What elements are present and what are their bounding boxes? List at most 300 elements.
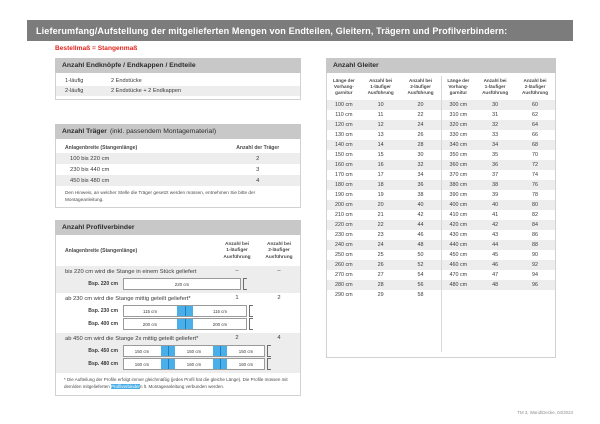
gleiter-left-table: [327, 76, 441, 300]
cell-anzahl-2laeufig: 58: [417, 291, 424, 298]
table-row: [442, 100, 556, 110]
bar-segment: 220 cm: [174, 281, 190, 287]
bar-label: Bsp. 450 cm: [88, 348, 118, 355]
cell-anzahl-1laeufig: 46: [475, 260, 515, 270]
table-row: [442, 110, 556, 120]
cell-laenge: 190 cm: [334, 191, 353, 198]
cell-laenge: 470 cm: [449, 271, 468, 278]
cell-anzahl-1laeufig: 37: [492, 171, 499, 178]
table-row: [327, 150, 441, 160]
cell-anzahl-2laeufig: 76: [515, 180, 555, 190]
bar-segment: 200 cm: [142, 321, 158, 327]
col-anlagenbreite: Anlagenbreite (Stangenlänge): [65, 247, 138, 254]
cell-laenge: 280 cm: [327, 280, 361, 290]
cell-anzahl-1laeufig: 25: [377, 251, 384, 258]
cell-anzahl-1laeufig: 34: [475, 140, 515, 150]
card-profilverbinder-body: [55, 235, 301, 396]
table-row: [327, 250, 441, 260]
table-row: [442, 270, 556, 280]
cell-anzahl-2laeufig: 44: [401, 220, 441, 230]
cell-laufig: 1-läufig: [65, 78, 84, 84]
cell-anzahl-1laeufig: 22: [361, 220, 401, 230]
cell-anzahl-1laeufig: 36: [475, 160, 515, 170]
cell-anzahl-2laeufig: 80: [515, 200, 555, 210]
col-anzahl-2laeufig-line2: 2-läufiger: [524, 84, 546, 90]
table-row: [327, 270, 441, 280]
profilverbinder-footnote: [56, 373, 300, 395]
table-row: [56, 153, 300, 164]
connector-icon: [212, 346, 228, 356]
col-anzahl-2laeufig-line1: Anzahl bei: [409, 78, 433, 83]
table-row: [442, 140, 556, 150]
group-count-1laeufig: 1: [235, 295, 239, 302]
cell-laufig: 2-läufig: [56, 86, 111, 96]
group-count-2laeufig: 2: [277, 295, 281, 302]
table-row: [327, 210, 441, 220]
cell-breite: 230 bis 440 cm: [70, 166, 110, 173]
bar-track: [123, 358, 265, 370]
card-traeger-body: [55, 139, 301, 208]
col-anzahl-traeger: Anzahl der Träger: [236, 144, 280, 151]
footnote-highlight: Profilverbinder: [111, 384, 141, 390]
col-anzahl-1laeufig-line1: Anzahl bei: [225, 242, 249, 247]
cell-laenge: 120 cm: [327, 120, 361, 130]
bracket-icon: [249, 305, 254, 317]
bracket-icon: [249, 318, 254, 330]
profilverbinder-group: [56, 293, 300, 333]
bar-graphic: [123, 345, 272, 357]
endknoepfe-table: [56, 76, 300, 96]
cell-anzahl: 4: [215, 175, 300, 186]
table-row: [327, 200, 441, 210]
cell-anzahl-1laeufig: 13: [377, 131, 384, 138]
cell-anzahl-1laeufig: 21: [377, 211, 384, 218]
group-diagrams: [56, 276, 300, 293]
cell-anzahl-2laeufig: 50: [417, 251, 424, 258]
col-laenge: [327, 76, 361, 100]
table-row: [327, 240, 441, 250]
card-endknoepfe-title: Anzahl Endknöpfe / Endkappen / Endteile: [62, 62, 196, 69]
col-anzahl-1laeufig-line2: 1-läufiger: [226, 248, 248, 254]
bracket-icon: [267, 345, 272, 357]
card-profilverbinder-title: Anzahl Profilverbinder: [62, 224, 135, 231]
table-row: [56, 76, 300, 86]
cell-anzahl-1laeufig: 47: [492, 271, 499, 278]
cell-laenge: 350 cm: [449, 151, 468, 158]
table-row: [56, 86, 300, 96]
bar-segment: 150 cm: [238, 348, 254, 354]
table-header-row: [442, 76, 556, 100]
bar-diagram: [56, 278, 300, 290]
cell-laenge: 480 cm: [442, 280, 476, 290]
cell-anzahl-1laeufig: 45: [492, 251, 499, 258]
table-row: [442, 210, 556, 220]
cell-laenge: 220 cm: [327, 220, 361, 230]
bracket-icon: [267, 358, 272, 370]
cell-anzahl-2laeufig: 30: [417, 151, 424, 158]
cell-anzahl-2laeufig: 60: [515, 100, 555, 110]
profilverbinder-header-row: [56, 235, 300, 266]
cell-anzahl-1laeufig: 16: [361, 160, 401, 170]
cell-anzahl-2laeufig: 72: [515, 160, 555, 170]
col-anzahl-1laeufig-line1: Anzahl bei: [369, 78, 393, 83]
gleiter-right-table: [442, 76, 556, 290]
cell-laenge: 170 cm: [334, 171, 353, 178]
table-row: [442, 220, 556, 230]
card-endknoepfe: [55, 58, 301, 100]
cell-anzahl-2laeufig: 78: [532, 191, 539, 198]
cell-anzahl-1laeufig: 41: [492, 211, 499, 218]
card-profilverbinder: [55, 220, 301, 396]
cell-laenge: 320 cm: [442, 120, 476, 130]
col-anzahl-1laeufig: [475, 76, 515, 100]
cell-anzahl-1laeufig: 19: [377, 191, 384, 198]
cell-anzahl-1laeufig: 40: [475, 200, 515, 210]
gleiter-right-body: [442, 100, 556, 290]
cell-anzahl-1laeufig: 39: [492, 191, 499, 198]
table-row: [442, 260, 556, 270]
cell-anzahl-1laeufig: 20: [361, 200, 401, 210]
table-row: [327, 190, 441, 200]
cell-laenge: 450 cm: [449, 251, 468, 258]
table-row: [327, 100, 441, 110]
cell-menge: 2 Endstücke + 2 Endkappen: [111, 86, 300, 96]
col-anzahl-2laeufig-line3: Ausführung: [265, 254, 293, 260]
group-diagrams: [56, 303, 300, 333]
gleiter-table-left: [327, 76, 442, 352]
traeger-table: [56, 142, 300, 186]
cell-laenge: 300 cm: [442, 100, 476, 110]
cell-anzahl-1laeufig: 44: [475, 240, 515, 250]
col-anzahl-2laeufig: [258, 235, 300, 266]
cell-laenge: 340 cm: [442, 140, 476, 150]
cell-anzahl-2laeufig: 46: [417, 231, 424, 238]
table-row: [327, 230, 441, 240]
profilverbinder-group: [56, 266, 300, 293]
table-row: [327, 280, 441, 290]
col-anzahl-1laeufig-line2: 1-läufiger: [484, 84, 506, 90]
bracket-icon: [243, 278, 248, 290]
bar-graphic: [123, 358, 272, 370]
cell-anzahl-1laeufig: 48: [475, 280, 515, 290]
cell-anzahl-2laeufig: 84: [515, 220, 555, 230]
cell-laenge: 160 cm: [327, 160, 361, 170]
cell-laenge: 140 cm: [327, 140, 361, 150]
table-row: [442, 130, 556, 140]
card-gleiter-header: [326, 58, 556, 73]
cell-laenge: 360 cm: [442, 160, 476, 170]
cell-anzahl-2laeufig: 24: [401, 120, 441, 130]
cell-laenge: 130 cm: [334, 131, 353, 138]
cell-laenge: 260 cm: [327, 260, 361, 270]
cell-anzahl-1laeufig: 31: [492, 111, 499, 118]
bar-segment: 150 cm: [186, 348, 202, 354]
table-row: [327, 290, 441, 300]
page-footer: TM 3, Wand/Decke, 04/2024: [517, 410, 573, 415]
card-gleiter: [326, 58, 556, 358]
cell-anzahl-2laeufig: 32: [401, 160, 441, 170]
cell-laenge: 290 cm: [334, 291, 353, 298]
gleiter-left-body: [327, 100, 441, 300]
cell-anzahl: 3: [256, 166, 260, 173]
cell-laenge: 100 cm: [327, 100, 361, 110]
cell-anzahl-2laeufig: 96: [515, 280, 555, 290]
connector-icon: [160, 346, 176, 356]
page-title-bar: [27, 20, 573, 41]
group-title-row: [56, 266, 300, 276]
cell-anzahl-2laeufig: 90: [532, 251, 539, 258]
table-row: [442, 160, 556, 170]
col-anzahl-1laeufig-line2: 1-läufiger: [370, 84, 391, 90]
card-endknoepfe-body: [55, 73, 301, 100]
cell-anzahl-2laeufig: 34: [417, 171, 424, 178]
gleiter-table-right: [442, 76, 556, 352]
table-row: [327, 220, 441, 230]
card-gleiter-body: [326, 73, 556, 358]
page-title: Lieferumfang/Aufstellung der mitgelieferten Mengen von Endteilen, Gleitern, Trägern und Profilverbindern:: [36, 25, 508, 36]
table-row: [327, 180, 441, 190]
cell-anzahl-1laeufig: 28: [361, 280, 401, 290]
group-count-1laeufig: –: [235, 268, 239, 275]
bar-segment: 115 cm: [142, 308, 158, 314]
bar-diagram: [56, 358, 300, 370]
group-count-1laeufig: 2: [235, 335, 239, 342]
cell-breite: 100 bis 220 cm: [56, 153, 215, 164]
bar-track: [123, 278, 241, 290]
cell-anzahl-2laeufig: 28: [401, 140, 441, 150]
col-laenge-line3: garnitur: [449, 90, 467, 96]
footnote-part1: * Die Aufteilung der Profile erfolgt immer gleichmäßig (jedes Profil hat die gleiche Länge). Die Profile müssen mit dem/den mitgelieferten: [64, 377, 288, 390]
cell-anzahl-1laeufig: 12: [361, 120, 401, 130]
group-count-2laeufig: 4: [277, 335, 281, 342]
cell-anzahl-1laeufig: 27: [377, 271, 384, 278]
cell-anzahl-2laeufig: 36: [401, 180, 441, 190]
cell-anzahl-2laeufig: 56: [401, 280, 441, 290]
table-row: [56, 164, 300, 175]
bar-segment: 160 cm: [186, 361, 202, 367]
cell-anzahl-2laeufig: 40: [401, 200, 441, 210]
col-anzahl-2laeufig-line1: Anzahl bei: [267, 242, 291, 247]
cell-laenge: 110 cm: [335, 111, 353, 118]
cell-laenge: 210 cm: [334, 211, 353, 218]
cell-anzahl-1laeufig: 10: [361, 100, 401, 110]
cell-anzahl-2laeufig: 74: [532, 171, 539, 178]
bar-diagram: [56, 305, 300, 317]
bar-label: Bsp. 400 cm: [88, 321, 118, 328]
table-header-row: [327, 76, 441, 100]
col-anzahl-2laeufig-line2: 2-läufiger: [410, 84, 431, 90]
table-row: [442, 180, 556, 190]
cell-anzahl-1laeufig: 30: [475, 100, 515, 110]
cell-anzahl-2laeufig: 66: [532, 131, 539, 138]
col-laenge-line3: garnitur: [335, 90, 353, 96]
cell-anzahl-2laeufig: 82: [532, 211, 539, 218]
bar-label: Bsp. 220 cm: [88, 281, 118, 288]
table-row: [327, 130, 441, 140]
bar-graphic: [123, 305, 254, 317]
cell-anzahl-2laeufig: 92: [515, 260, 555, 270]
table-row: [442, 200, 556, 210]
cell-anzahl-2laeufig: 52: [401, 260, 441, 270]
group-title-row: [56, 293, 300, 303]
page-subtitle: Bestellmaß = Stangenmaß: [55, 45, 138, 52]
table-row: [327, 140, 441, 150]
card-traeger-subtitle: (inkl. passendem Montagematerial): [109, 128, 217, 135]
bar-segment: 150 cm: [134, 348, 150, 354]
col-anzahl-1laeufig-line3: Ausführung: [367, 90, 394, 96]
group-label: ab 450 cm wird die Stange 2x mittig geteilt geliefert*: [65, 336, 199, 343]
group-label: bis 220 cm wird die Stange in einem Stück geliefert: [65, 269, 197, 276]
col-anzahl-2laeufig-line2: 2-läufiger: [268, 248, 290, 254]
bar-track: [123, 345, 265, 357]
cell-laenge: 370 cm: [449, 171, 468, 178]
footnote-part2: n lt. Montageanleitung verbunden werden.: [140, 384, 225, 390]
table-row: [56, 175, 300, 186]
group-diagrams: [56, 343, 300, 373]
table-row: [442, 250, 556, 260]
cell-laenge: 440 cm: [442, 240, 476, 250]
bar-segment: 160 cm: [134, 361, 150, 367]
card-traeger: [55, 124, 301, 208]
cell-anzahl-1laeufig: 15: [377, 151, 384, 158]
connector-icon: [176, 319, 194, 329]
cell-anzahl-1laeufig: 38: [475, 180, 515, 190]
cell-laenge: 240 cm: [327, 240, 361, 250]
cell-laenge: 310 cm: [449, 111, 468, 118]
bar-track: [123, 305, 247, 317]
cell-laenge: 380 cm: [442, 180, 476, 190]
bar-label: Bsp. 230 cm: [88, 308, 118, 315]
col-laenge: [442, 76, 476, 100]
card-traeger-header: [55, 124, 301, 139]
col-anlagenbreite: Anlagenbreite (Stangenlänge): [65, 144, 138, 151]
cell-anzahl-2laeufig: 68: [515, 140, 555, 150]
table-row: [442, 150, 556, 160]
cell-anzahl-2laeufig: 94: [532, 271, 539, 278]
cell-anzahl-1laeufig: 18: [361, 180, 401, 190]
cell-laenge: 420 cm: [442, 220, 476, 230]
cell-anzahl: 2: [215, 153, 300, 164]
card-profilverbinder-header: [55, 220, 301, 235]
col-anzahl-2laeufig-line1: Anzahl bei: [523, 78, 547, 83]
bar-track: [123, 318, 247, 330]
cell-anzahl-1laeufig: 24: [361, 240, 401, 250]
cell-laenge: 330 cm: [449, 131, 468, 138]
connector-icon: [176, 306, 194, 316]
card-endknoepfe-header: [55, 58, 301, 73]
col-anzahl-1laeufig-line1: Anzahl bei: [483, 78, 507, 83]
cell-anzahl-1laeufig: 42: [475, 220, 515, 230]
table-row: [442, 190, 556, 200]
cell-anzahl-2laeufig: 48: [401, 240, 441, 250]
cell-laenge: 180 cm: [327, 180, 361, 190]
cell-anzahl-1laeufig: 33: [492, 131, 499, 138]
cell-menge: 2 Endstücke: [111, 78, 142, 84]
cell-anzahl-1laeufig: 29: [377, 291, 384, 298]
table-row: [442, 280, 556, 290]
col-anzahl-2laeufig-line3: Ausführung: [407, 90, 434, 96]
bar-diagram: [56, 345, 300, 357]
table-row: [327, 160, 441, 170]
col-laenge-line1: Länge der: [332, 78, 355, 83]
bar-segment: 160 cm: [238, 361, 254, 367]
cell-anzahl-2laeufig: 26: [417, 131, 424, 138]
cell-anzahl-2laeufig: 64: [515, 120, 555, 130]
col-laenge-line2: Vorhang-: [333, 84, 354, 90]
col-anzahl-2laeufig: [401, 76, 441, 100]
col-laenge-line2: Vorhang-: [448, 84, 469, 90]
cell-laenge: 410 cm: [449, 211, 468, 218]
group-title-row: [56, 333, 300, 343]
profilverbinder-group: [56, 333, 300, 373]
cell-laenge: 250 cm: [334, 251, 353, 258]
bar-graphic: [123, 278, 248, 290]
col-laenge-line1: Länge der: [447, 78, 470, 83]
col-anzahl-1laeufig: [361, 76, 401, 100]
table-row: [442, 120, 556, 130]
cell-anzahl-1laeufig: 17: [377, 171, 384, 178]
table-row: [442, 230, 556, 240]
cell-laenge: 390 cm: [449, 191, 468, 198]
col-anzahl-2laeufig: [515, 76, 555, 100]
table-row: [327, 170, 441, 180]
table-row: [442, 170, 556, 180]
cell-anzahl-2laeufig: 42: [417, 211, 424, 218]
col-anzahl-1laeufig: [216, 235, 258, 266]
card-gleiter-title: Anzahl Gleiter: [333, 62, 379, 69]
col-anzahl-1laeufig-line3: Ausführung: [482, 90, 509, 96]
connector-icon: [212, 359, 228, 369]
cell-anzahl-2laeufig: 22: [417, 111, 424, 118]
cell-anzahl-2laeufig: 88: [515, 240, 555, 250]
col-anzahl-2laeufig-line3: Ausführung: [522, 90, 549, 96]
table-row: [327, 260, 441, 270]
cell-anzahl-1laeufig: 35: [492, 151, 499, 158]
cell-anzahl-1laeufig: 26: [361, 260, 401, 270]
cell-laenge: 200 cm: [327, 200, 361, 210]
cell-laenge: 150 cm: [334, 151, 353, 158]
connector-icon: [160, 359, 176, 369]
cell-anzahl-2laeufig: 20: [401, 100, 441, 110]
table-row: [327, 120, 441, 130]
group-count-2laeufig: –: [277, 268, 281, 275]
group-label: ab 230 cm wird die Stange mittig geteilt geliefert*: [65, 296, 191, 303]
cell-anzahl-2laeufig: 62: [532, 111, 539, 118]
card-traeger-title: Anzahl Träger: [62, 128, 107, 135]
col-anzahl-1laeufig-line3: Ausführung: [223, 254, 251, 260]
bar-graphic: [123, 318, 254, 330]
bar-segment: 115 cm: [212, 308, 228, 314]
cell-anzahl-1laeufig: 14: [361, 140, 401, 150]
cell-laenge: 270 cm: [334, 271, 353, 278]
cell-anzahl-1laeufig: 32: [475, 120, 515, 130]
cell-anzahl-1laeufig: 43: [492, 231, 499, 238]
cell-anzahl-2laeufig: 54: [417, 271, 424, 278]
cell-anzahl-1laeufig: 11: [377, 111, 384, 118]
cell-laenge: 400 cm: [442, 200, 476, 210]
bar-segment: 200 cm: [212, 321, 228, 327]
cell-anzahl-2laeufig: 38: [417, 191, 424, 198]
table-row: [442, 240, 556, 250]
table-header-row: [56, 142, 300, 153]
cell-anzahl-2laeufig: 86: [532, 231, 539, 238]
cell-breite: 450 bis 480 cm: [56, 175, 215, 186]
traeger-note: Den Hinweis, an welcher Stelle die Träger gesetzt werden müssen, entnehmen Sie bitte der Montageanleitung.: [65, 190, 256, 203]
cell-laenge: 230 cm: [334, 231, 353, 238]
cell-laenge: 460 cm: [442, 260, 476, 270]
cell-anzahl-2laeufig: 70: [532, 151, 539, 158]
bar-diagram: [56, 318, 300, 330]
